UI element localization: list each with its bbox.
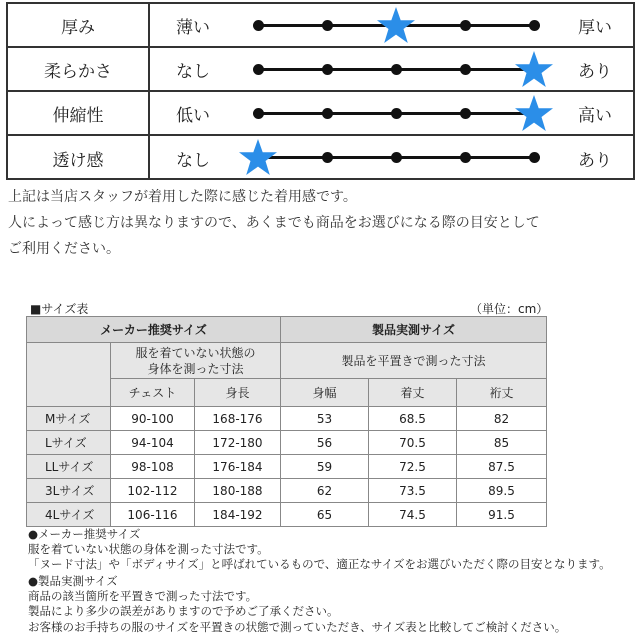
table-cell: 184-192 <box>195 503 281 527</box>
table-cell: 70.5 <box>369 431 457 455</box>
table-cell: 176-184 <box>195 455 281 479</box>
maker-desc-line2: 身体を測った寸法 <box>147 361 244 376</box>
scale-dot <box>391 64 402 75</box>
column-header: 着丈 <box>369 379 457 407</box>
footnote-line: 製品により多少の誤差がありますので予めご了承ください。 <box>28 604 339 618</box>
rating-low-label: なし <box>176 150 210 171</box>
table-cell: 62 <box>281 479 369 503</box>
scale-dot <box>460 20 471 31</box>
table-cell: 82 <box>457 407 547 431</box>
scale-dot <box>253 108 264 119</box>
scale-dot <box>322 152 333 163</box>
scale-dot <box>391 108 402 119</box>
table-cell: 102-112 <box>111 479 195 503</box>
scale-dot <box>322 108 333 119</box>
rating-category: 柔らかさ <box>8 48 150 90</box>
footnote-line: 「ヌード寸法」や「ボディサイズ」と呼ばれているもので、適正なサイズをお選びいただく際の目安となります。 <box>28 557 611 571</box>
rating-row-sheerness <box>8 136 633 180</box>
table-cell: 65 <box>281 503 369 527</box>
scale-dot <box>529 152 540 163</box>
rating-category: 厚み <box>8 4 150 46</box>
maker-desc-line1: 服を着ていない状態の <box>135 345 256 360</box>
size-table-group-header <box>27 317 547 343</box>
note-line-3: ご利用ください。 <box>8 241 120 257</box>
table-cell: 180-188 <box>195 479 281 503</box>
rating-row-stretch <box>8 92 633 136</box>
rating-low-label: 薄い <box>176 17 210 38</box>
table-row <box>27 479 547 503</box>
table-cell: 90-100 <box>111 407 195 431</box>
footnote-actual-heading: ●製品実測サイズ <box>28 574 118 588</box>
size-table-caption: ■サイズ表 <box>30 302 89 316</box>
table-cell: 87.5 <box>457 455 547 479</box>
star-icon <box>376 6 416 46</box>
table-cell: 89.5 <box>457 479 547 503</box>
rating-high-label: 高い <box>578 105 612 126</box>
texture-rating-table <box>6 2 635 180</box>
actual-size-header: 製品実測サイズ <box>281 317 547 343</box>
scale-dot <box>460 64 471 75</box>
rating-category: 透け感 <box>8 136 150 180</box>
column-header: 身長 <box>195 379 281 407</box>
footnote-line: 商品の該当箇所を平置きで測った寸法です。 <box>28 589 258 603</box>
row-label: Mサイズ <box>27 407 111 431</box>
star-icon <box>514 50 554 90</box>
scale-dot <box>253 64 264 75</box>
row-label: LLサイズ <box>27 455 111 479</box>
corner-cell <box>27 343 111 407</box>
table-cell: 56 <box>281 431 369 455</box>
row-label: Lサイズ <box>27 431 111 455</box>
scale-dot <box>460 152 471 163</box>
column-header: 身幅 <box>281 379 369 407</box>
scale-dot <box>322 64 333 75</box>
table-cell: 91.5 <box>457 503 547 527</box>
table-cell: 53 <box>281 407 369 431</box>
maker-size-header: メーカー推奨サイズ <box>27 317 281 343</box>
table-cell: 73.5 <box>369 479 457 503</box>
table-cell: 68.5 <box>369 407 457 431</box>
table-row <box>27 503 547 527</box>
table-row <box>27 431 547 455</box>
scale-dot <box>322 20 333 31</box>
size-table <box>26 316 547 527</box>
scale-dot <box>253 20 264 31</box>
row-label: 3Lサイズ <box>27 479 111 503</box>
footnote-line: 服を着ていない状態の身体を測った寸法です。 <box>28 542 269 556</box>
rating-low-label: なし <box>176 61 210 82</box>
table-cell: 168-176 <box>195 407 281 431</box>
scale-dot <box>391 152 402 163</box>
footnote-maker-heading: ●メーカー推奨サイズ <box>28 527 141 541</box>
table-cell: 106-116 <box>111 503 195 527</box>
table-cell: 74.5 <box>369 503 457 527</box>
note-line-2: 人によって感じ方は異なりますので、あくまでも商品をお選びになる際の目安として <box>8 215 540 231</box>
table-row <box>27 455 547 479</box>
rating-high-label: あり <box>578 150 612 171</box>
table-cell: 94-104 <box>111 431 195 455</box>
scale-dot <box>460 108 471 119</box>
maker-size-desc <box>111 343 281 379</box>
table-cell: 85 <box>457 431 547 455</box>
rating-high-label: あり <box>578 61 612 82</box>
size-table-unit: （単位：cm） <box>470 302 549 316</box>
rating-high-label: 厚い <box>578 17 612 38</box>
note-line-1: 上記は当店スタッフが着用した際に感じた着用感です。 <box>8 189 357 205</box>
scale-dot <box>529 20 540 31</box>
table-cell: 98-108 <box>111 455 195 479</box>
star-icon <box>514 94 554 134</box>
column-header: チェスト <box>111 379 195 407</box>
size-table-desc-row <box>27 343 547 379</box>
table-row <box>27 407 547 431</box>
rating-low-label: 低い <box>176 105 210 126</box>
rating-row-softness <box>8 48 633 92</box>
table-cell: 72.5 <box>369 455 457 479</box>
row-label: 4Lサイズ <box>27 503 111 527</box>
footnote-line: お客様のお手持ちの服のサイズを平置きの状態で測っていただき、サイズ表と比較してご検討ください。 <box>28 620 567 634</box>
rating-row-thickness <box>8 4 633 48</box>
column-header: 裄丈 <box>457 379 547 407</box>
star-icon <box>238 138 278 178</box>
actual-size-desc: 製品を平置きで測った寸法 <box>281 343 547 379</box>
rating-category: 伸縮性 <box>8 92 150 134</box>
table-cell: 59 <box>281 455 369 479</box>
table-cell: 172-180 <box>195 431 281 455</box>
